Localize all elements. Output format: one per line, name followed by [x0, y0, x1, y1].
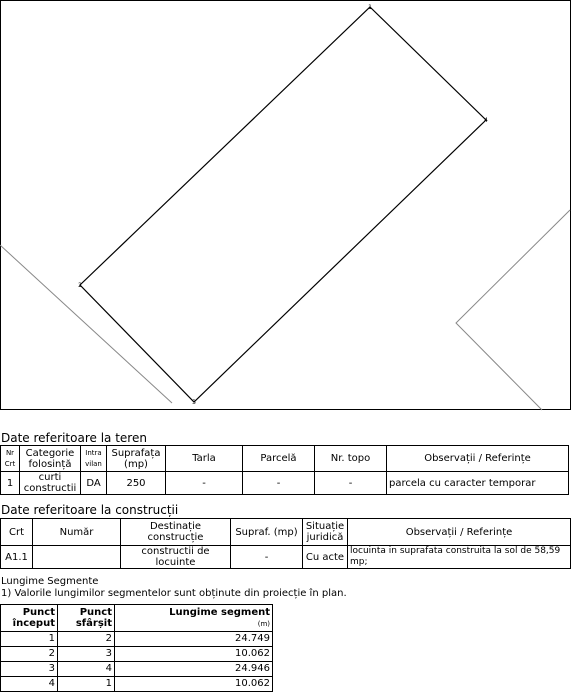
segment-cell-length: 24.946 — [115, 662, 273, 677]
segment-cell-length: 10.062 — [115, 647, 273, 662]
teren-table — [0, 445, 569, 495]
teren-header-tarla: Tarla — [166, 446, 243, 472]
segment-header-lungime-label: Lungime segment — [169, 606, 270, 618]
teren-cell-suprafata: 250 — [107, 472, 166, 495]
lungime-title: Lungime Segmente — [1, 576, 99, 587]
parcel-outline — [80, 7, 486, 402]
teren-header-suprafata: Suprafața (mp) — [107, 446, 166, 472]
segment-cell-end: 2 — [58, 632, 115, 647]
table-row — [1, 546, 571, 569]
constructii-cell-observatii: locuinta in suprafata construita la sol de 58,59 mp; — [348, 546, 571, 569]
segment-header-inceput: Punct început — [1, 605, 58, 632]
segment-cell-end: 4 — [58, 662, 115, 677]
constructii-cell-situatie: Cu acte — [303, 546, 348, 569]
constructii-cell-destinatie: constructii de locuinte — [121, 546, 231, 569]
teren-cell-categorie: curti constructii — [20, 472, 81, 495]
neighbor-boundary-left — [0, 245, 172, 403]
constructii-cell-crt: A1.1 — [1, 546, 33, 569]
segment-cell-end: 3 — [58, 647, 115, 662]
table-row — [1, 632, 273, 647]
teren-header-observatii: Observații / Referințe — [387, 446, 569, 472]
neighbor-boundary-right — [456, 210, 570, 410]
teren-cell-parcela: - — [243, 472, 315, 495]
segment-cell-start: 3 — [1, 662, 58, 677]
table-row — [1, 472, 569, 495]
teren-cell-nrtopo: - — [315, 472, 387, 495]
teren-title: Date referitoare la teren — [1, 431, 147, 445]
teren-cell-observatii: parcela cu caracter temporar — [387, 472, 569, 495]
teren-cell-intravilan: DA — [81, 472, 107, 495]
table-row — [1, 662, 273, 677]
constructii-header-situatie: Situație juridică — [303, 519, 348, 546]
teren-header-row — [1, 446, 569, 472]
constructii-header-destinatie: Destinație construcție — [121, 519, 231, 546]
teren-header-categorie: Categorie folosință — [20, 446, 81, 472]
table-row — [1, 677, 273, 692]
constructii-title: Date referitoare la construcții — [1, 503, 179, 517]
segment-header-row — [1, 605, 273, 632]
plan-frame — [1, 1, 571, 410]
segment-header-lungime — [115, 605, 273, 632]
constructii-header-crt: Crt — [1, 519, 33, 546]
segment-cell-length: 10.062 — [115, 677, 273, 692]
constructii-table — [0, 518, 571, 569]
segment-cell-start: 1 — [1, 632, 58, 647]
segment-header-unit: (m) — [257, 619, 270, 628]
table-row — [1, 647, 273, 662]
segment-cell-start: 2 — [1, 647, 58, 662]
teren-header-nrtopo: Nr. topo — [315, 446, 387, 472]
teren-header-intravilan: Intra vilan — [81, 446, 107, 472]
constructii-header-supraf: Supraf. (mp) — [231, 519, 303, 546]
parcel-point-label: 4 — [484, 117, 488, 124]
teren-header-parcela: Parcelă — [243, 446, 315, 472]
segment-cell-end: 1 — [58, 677, 115, 692]
segment-table — [0, 604, 273, 692]
constructii-header-observatii: Observații / Referințe — [348, 519, 571, 546]
parcel-point-label: 1 — [368, 4, 372, 11]
segment-header-sfarsit: Punct sfârșit — [58, 605, 115, 632]
segment-cell-start: 4 — [1, 677, 58, 692]
segment-table-body — [1, 632, 273, 692]
teren-header-nr: Nr Crt — [1, 446, 20, 472]
teren-cell-nr: 1 — [1, 472, 20, 495]
parcel-point-label: 3 — [192, 399, 196, 406]
lungime-note: 1) Valorile lungimilor segmentelor sunt obținute din proiecție în plan. — [1, 588, 347, 599]
segment-cell-length: 24.749 — [115, 632, 273, 647]
parcel-point-label: 2 — [78, 282, 82, 289]
constructii-cell-supraf: - — [231, 546, 303, 569]
constructii-cell-numar — [33, 546, 121, 569]
constructii-header-numar: Număr — [33, 519, 121, 546]
constructii-header-row — [1, 519, 571, 546]
teren-cell-tarla: - — [166, 472, 243, 495]
